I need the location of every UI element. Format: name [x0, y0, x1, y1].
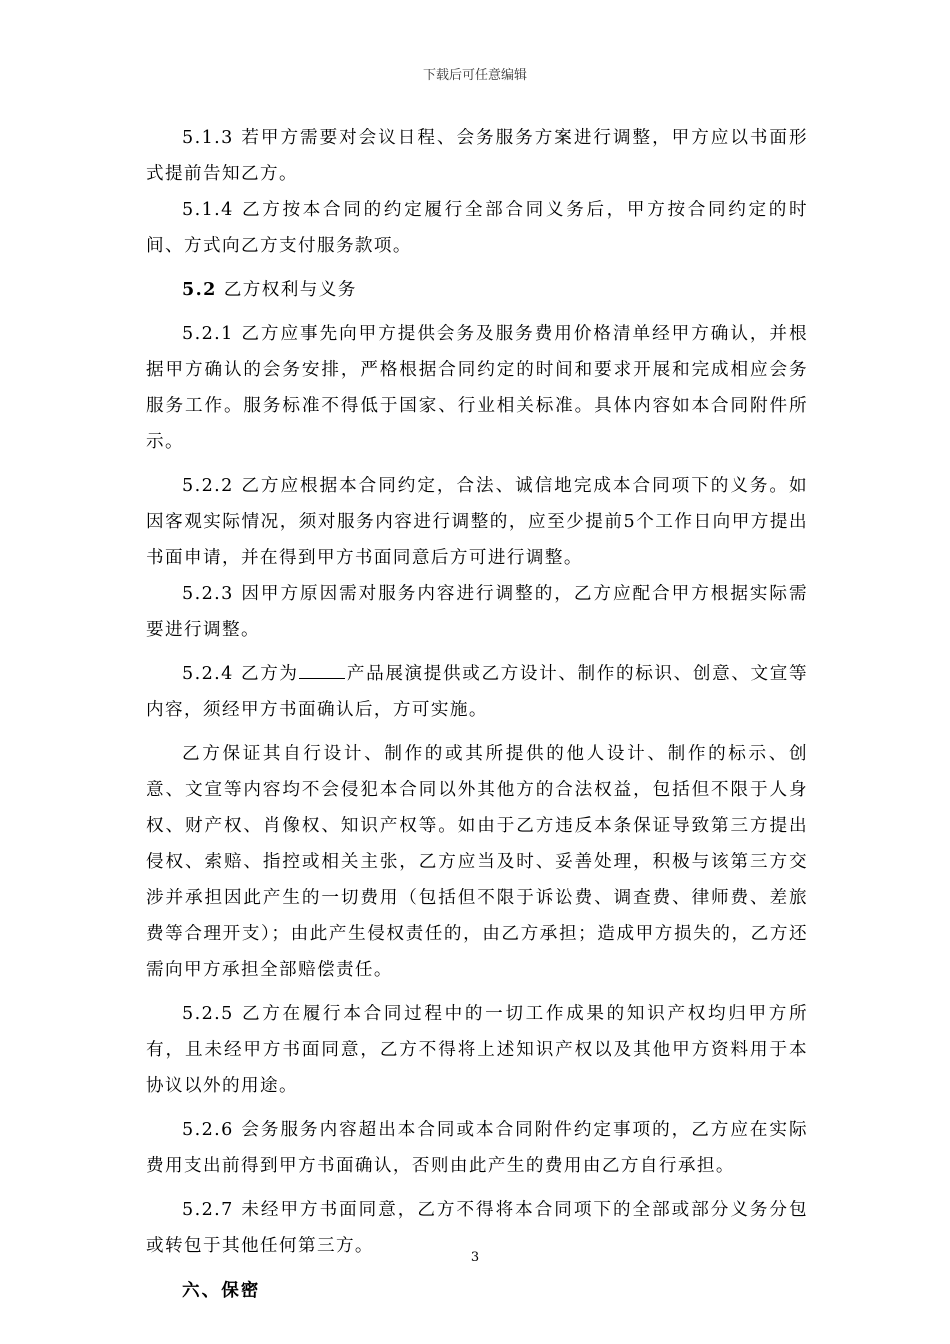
clause-5-2-4-prefix: 5.2.4 乙方为: [182, 664, 299, 684]
clause-5-2-7: 5.2.7 未经甲方书面同意，乙方不得将本合同项下的全部或部分义务分包或转包于其他任何第三方。: [146, 1200, 808, 1256]
clause-5-2-1: 5.2.1 乙方应事先向甲方提供会务及服务费用价格清单经甲方确认，并根据甲方确认的会务安排，严格根据合同约定的时间和要求开展和完成相应会务服务工作。服务标准不得低于国家、行业相关标准。具体内容如本合同附件所示。: [146, 324, 808, 452]
clause-5-2-3: 5.2.3 因甲方原因需对服务内容进行调整的，乙方应配合甲方根据实际需要进行调整。: [146, 584, 808, 640]
document-body: [146, 120, 808, 1310]
section-6-heading: 六、保密: [182, 1280, 261, 1301]
section-5-2-heading: [182, 272, 808, 308]
clause-5-1-3: 5.1.3 若甲方需要对会议日程、会务服务方案进行调整，甲方应以书面形式提前告知乙方。: [146, 128, 808, 184]
clause-5-2-2: 5.2.2 乙方应根据本合同约定，合法、诚信地完成本合同项下的义务。如因客观实际情况，须对服务内容进行调整的，应至少提前5个工作日向甲方提出书面申请，并在得到甲方书面同意后方可进行调整。: [146, 476, 808, 568]
clause-5-2-6: 5.2.6 会务服务内容超出本合同或本合同附件约定事项的，乙方应在实际费用支出前得到甲方书面确认，否则由此产生的费用由乙方自行承担。: [146, 1120, 808, 1176]
fill-in-blank-line: [299, 662, 345, 679]
clause-5-2-4: [146, 656, 808, 728]
section-5-2-title: 乙方权利与义务: [216, 280, 357, 300]
section-5-2-number: 5.2: [182, 279, 217, 300]
clause-5-2-5: 5.2.5 乙方在履行本合同过程中的一切工作成果的知识产权均归甲方所有，且未经甲方书面同意，乙方不得将上述知识产权以及其他甲方资料用于本协议以外的用途。: [146, 1004, 808, 1096]
clause-5-2-4-suffix: 提供或乙方设计、制作的标识、创意、文宣等内容，须经甲方书面确认后，方可实施。: [146, 664, 808, 720]
page-number: 3: [470, 1250, 480, 1265]
clause-5-1-4: 5.1.4 乙方按本合同的约定履行全部合同义务后，甲方按合同约定的时间、方式向乙方支付服务款项。: [146, 200, 808, 256]
clause-5-2-4-fill: 产品展演: [346, 664, 424, 684]
clause-5-2-4-warranty: 乙方保证其自行设计、制作的或其所提供的他人设计、制作的标示、创意、文宣等内容均不会侵犯本合同以外其他方的合法权益，包括但不限于人身权、财产权、肖像权、知识产权等。如由于乙方违反本条保证导致第三方提出侵权、索赔、指控或相关主张，乙方应当及时、妥善处理，积极与该第三方交涉并承担因此产生的一切费用（包括但不限于诉讼费、调查费、律师费、差旅费等合理开支）；由此产生侵权责任的，由乙方承担；造成甲方损失的，乙方还需向甲方承担全部赔偿责任。: [146, 744, 808, 980]
page-header-watermark: 下载后可任意编辑: [422, 68, 527, 83]
